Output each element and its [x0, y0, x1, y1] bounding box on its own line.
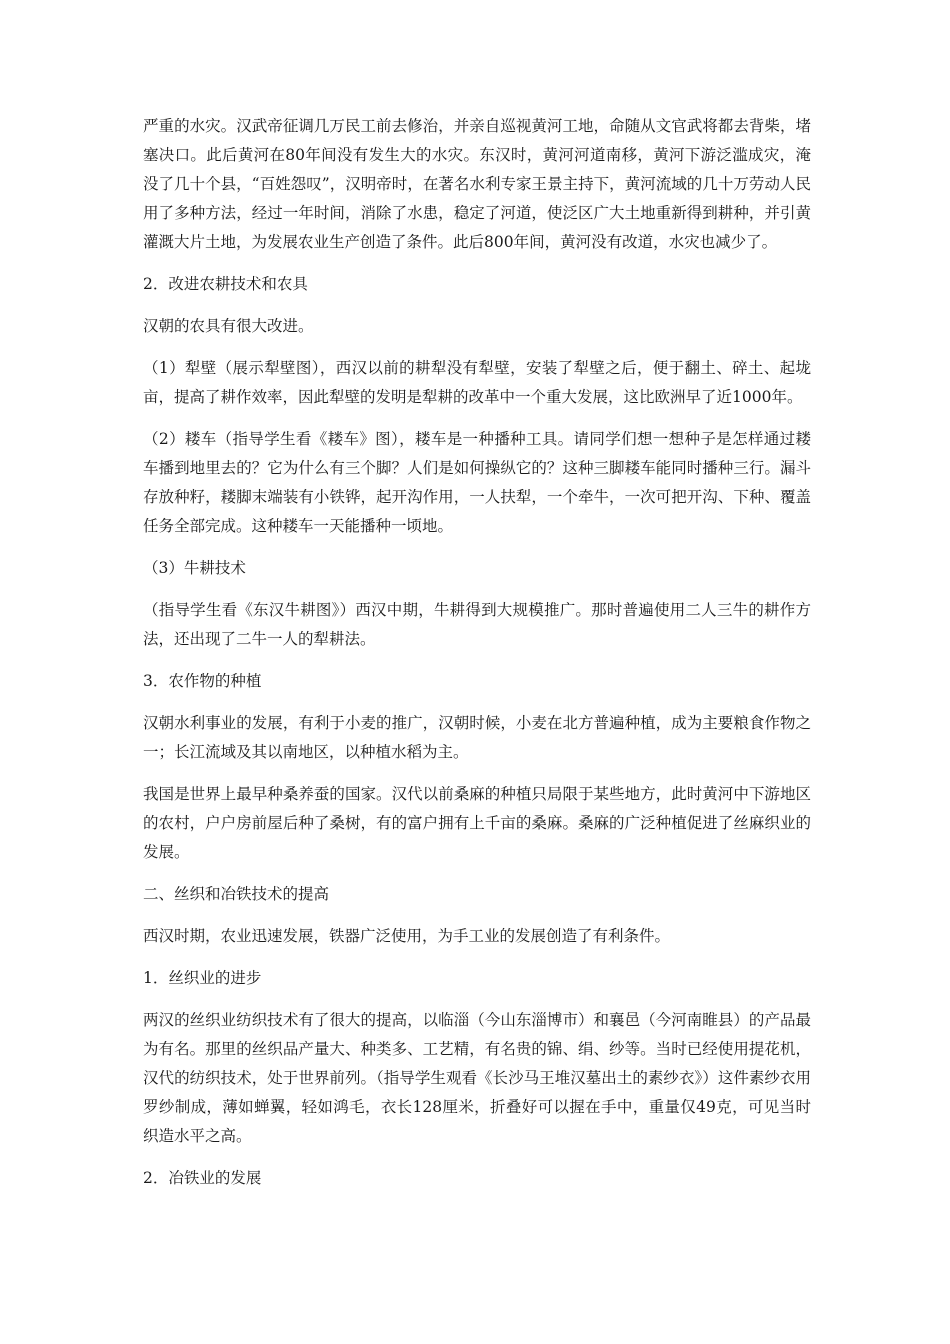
paragraph-seed-drill: （2）耧车（指导学生看《耧车》图），耧车是一种播种工具。请同学们想一想种子是怎样通过耧车播到地里去的？它为什么有三个脚？人们是如何操纵它的？这种三脚耧车能同时播种三行。漏斗存放种籽，耧脚末端装有小铁铧，起开沟作用，一人扶犁，一个牵牛，一次可把开沟、下种、覆盖任务全部完成。这种耧车一天能播种一顷地。	[143, 430, 811, 535]
paragraph-mulberry: 我国是世界上最早种桑养蚕的国家。汉代以前桑麻的种植只局限于某些地方，此时黄河中下游地区的农村，户户房前屋后种了桑树，有的富户拥有上千亩的桑麻。桑麻的广泛种植促进了丝麻织业的发展。	[143, 785, 811, 861]
paragraph-tools-intro: 汉朝的农具有很大改进。	[143, 317, 314, 335]
paragraph-handicraft: 西汉时期，农业迅速发展，铁器广泛使用，为手工业的发展创造了有利条件。	[143, 927, 671, 945]
heading-farming-tools: 2．改进农耕技术和农具	[143, 275, 308, 293]
document-page	[143, 112, 811, 1206]
heading-crops: 3．农作物的种植	[143, 672, 262, 690]
paragraph-silk-weaving: 两汉的丝织业纺织技术有了很大的提高，以临淄（今山东淄博市）和襄邑（今河南睢县）的产品最为有名。那里的丝织品产量大、种类多、工艺精，有名贵的锦、绢、纱等。当时已经使用提花机，汉代的纺织技术，处于世界前列。（指导学生观看《长沙马王堆汉墓出土的素纱衣》）这件素纱衣用罗纱制成，薄如蝉翼，轻如鸿毛，衣长128厘米，折叠好可以握在手中，重量仅49克，可见当时织造水平之高。	[143, 1011, 811, 1145]
paragraph-plow-wall: （1）犁壁（展示犁壁图），西汉以前的耕犁没有犁壁，安装了犁壁之后，便于翻土、碎土、起垅亩，提高了耕作效率，因此犁壁的发明是犁耕的改革中一个重大发展，这比欧洲早了近1000年。	[143, 359, 811, 406]
heading-silk-progress: 1．丝织业的进步	[143, 969, 262, 987]
paragraph-ox-plowing: （指导学生看《东汉牛耕图》）西汉中期，牛耕得到大规模推广。那时普遍使用二人三牛的耕作方法，还出现了二牛一人的犁耕法。	[143, 601, 811, 648]
heading-iron-smelting: 2．冶铁业的发展	[143, 1169, 262, 1187]
heading-ox-plowing: （3）牛耕技术	[143, 559, 246, 577]
heading-silk-iron: 二、丝织和冶铁技术的提高	[143, 885, 330, 903]
paragraph-wheat-rice: 汉朝水利事业的发展，有利于小麦的推广，汉朝时候，小麦在北方普遍种植，成为主要粮食作物之一；长江流域及其以南地区，以种植水稻为主。	[143, 714, 811, 761]
paragraph-flood-control: 严重的水灾。汉武帝征调几万民工前去修治，并亲自巡视黄河工地，命随从文官武将都去背柴，堵塞决口。此后黄河在80年间没有发生大的水灾。东汉时，黄河河道南移，黄河下游泛滥成灾，淹没了几十个县，“百姓怨叹”，汉明帝时，在著名水利专家王景主持下，黄河流域的几十万劳动人民用了多种方法，经过一年时间，消除了水患，稳定了河道，使泛区广大土地重新得到耕种，并引黄灌溉大片土地，为发展农业生产创造了条件。此后800年间，黄河没有改道，水灾也减少了。	[143, 117, 811, 251]
